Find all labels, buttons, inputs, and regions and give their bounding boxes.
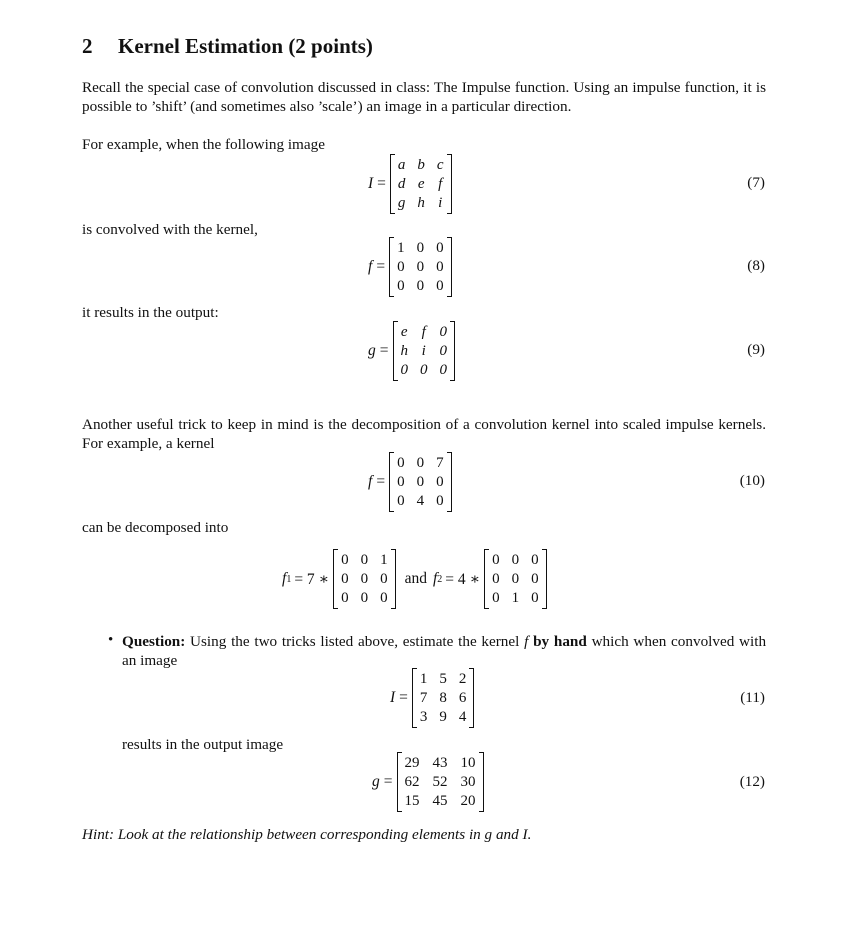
and-word: and [404, 570, 427, 587]
matrix-cell: f [421, 324, 426, 340]
equation-number-10: (10) [739, 472, 765, 489]
matrix-cell: 0 [436, 278, 444, 294]
matrix-cell: 1 [380, 552, 388, 568]
matrix-cell: 0 [416, 278, 425, 294]
matrix-cell: 0 [439, 362, 447, 378]
matrix-cell: 0 [492, 571, 500, 587]
matrix-cell: 4 [416, 493, 425, 509]
matrix-cell: 5 [439, 671, 447, 687]
matrix-f2 [484, 549, 547, 609]
matrix-cell: 30 [460, 774, 476, 790]
equation-number-12: (12) [739, 773, 765, 790]
matrix-cell: 0 [341, 552, 349, 568]
matrix-cell: d [397, 176, 406, 192]
matrix-cell: 0 [380, 590, 388, 606]
results-paragraph: it results in the output: [82, 304, 219, 321]
matrix-cell: 0 [400, 362, 408, 378]
equation-number-7: (7) [747, 174, 765, 191]
matrix-cell: 9 [439, 709, 447, 725]
f1-scale: = 7 ∗ [294, 570, 330, 588]
matrix-cell: 0 [531, 571, 539, 587]
equation-9: g = e f 0 h i 0 0 0 0 [368, 321, 455, 381]
matrix-cell: 29 [404, 755, 420, 771]
equation-11: I = 1 5 2 7 8 6 3 9 4 [390, 668, 474, 728]
matrix-cell: 0 [416, 455, 425, 471]
matrix-cell: 0 [531, 590, 539, 606]
matrix-cell: e [400, 324, 408, 340]
matrix-cell: 1 [419, 671, 428, 687]
matrix-cell: b [417, 157, 425, 173]
matrix-cell: 15 [404, 793, 420, 809]
matrix-cell: 0 [397, 259, 405, 275]
question-text [122, 632, 766, 670]
matrix-cell: 0 [360, 590, 369, 606]
matrix-cell: 0 [416, 474, 425, 490]
matrix-cell: 2 [458, 671, 467, 687]
section-heading [82, 34, 373, 59]
equation-7: I = a b c d e f g h i [368, 154, 452, 214]
eq7-lhs: I [368, 175, 374, 192]
matrix-cell: i [421, 343, 426, 359]
matrix-cell: f [438, 176, 443, 192]
matrix-cell: g [397, 195, 406, 211]
question-text-2: which when convolved with an image [122, 633, 767, 669]
eq9-lhs: g [368, 342, 376, 359]
f2-scale: = 4 ∗ [445, 570, 481, 588]
matrix-g-symbolic [393, 321, 456, 381]
matrix-cell: 1 [397, 240, 405, 256]
matrix-cell: 6 [458, 690, 467, 706]
matrix-cell: 62 [404, 774, 420, 790]
equation-12: g = 29 43 10 62 52 30 15 45 20 [372, 752, 484, 812]
matrix-cell: 0 [341, 590, 349, 606]
matrix-f1 [333, 549, 396, 609]
matrix-cell: c [436, 157, 444, 173]
matrix-I-numeric [412, 668, 475, 728]
section-number: 2 [82, 34, 93, 58]
matrix-cell: 45 [432, 793, 448, 809]
matrix-cell: 0 [397, 278, 405, 294]
matrix-cell: 0 [511, 552, 520, 568]
matrix-cell: 0 [436, 240, 444, 256]
matrix-cell: 0 [416, 240, 425, 256]
matrix-cell: 0 [380, 571, 388, 587]
question-label: Question: [122, 633, 186, 650]
matrix-cell: 20 [460, 793, 476, 809]
matrix-cell: 7 [436, 455, 444, 471]
matrix-cell: 7 [419, 690, 428, 706]
matrix-cell: 0 [531, 552, 539, 568]
matrix-cell: 0 [341, 571, 349, 587]
matrix-cell: 43 [432, 755, 448, 771]
matrix-cell: 0 [439, 324, 447, 340]
hint-text: Hint: Look at the relationship between corresponding elements in g and I. [82, 826, 532, 843]
equation-number-11: (11) [740, 689, 765, 706]
matrix-cell: 0 [436, 259, 444, 275]
matrix-g-numeric [397, 752, 484, 812]
matrix-cell: 0 [360, 571, 369, 587]
equation-10: f = 0 0 7 0 0 0 0 4 0 [368, 452, 452, 512]
question-var: f [524, 633, 529, 650]
decomposition-equation [282, 549, 547, 609]
matrix-cell: h [417, 195, 425, 211]
matrix-cell: 0 [420, 362, 428, 378]
intro-paragraph: Recall the special case of convolution discussed in class: The Impulse function. Using an impulse function, it is possible to ’shift’ (and sometimes also ’scale’) an image in a particular direction. [82, 79, 766, 115]
matrix-cell: 0 [397, 493, 405, 509]
f1-name: f [282, 570, 287, 587]
output-image-paragraph: results in the output image [122, 736, 284, 753]
matrix-cell: e [417, 176, 425, 192]
question-by-hand: by hand [533, 633, 587, 650]
matrix-cell: 10 [460, 755, 476, 771]
decomposed-paragraph: can be decomposed into [82, 519, 229, 536]
f2-subscript: 2 [437, 573, 443, 585]
matrix-cell: 1 [511, 590, 520, 606]
trick-paragraph: Another useful trick to keep in mind is the decomposition of a convolution kernel into scaled impulse kernels. For example, a kernel [82, 416, 766, 452]
matrix-f-example [389, 452, 452, 512]
matrix-cell: 4 [458, 709, 467, 725]
example-paragraph: For example, when the following image [82, 136, 325, 153]
matrix-cell: 0 [397, 455, 405, 471]
matrix-cell: 0 [492, 552, 500, 568]
matrix-cell: 3 [419, 709, 428, 725]
matrix-cell: 0 [397, 474, 405, 490]
matrix-cell: a [397, 157, 406, 173]
matrix-cell: 0 [436, 474, 444, 490]
equation-number-8: (8) [747, 257, 765, 274]
question-text-1: Using the two tricks listed above, estimate the kernel [190, 633, 520, 650]
eq11-lhs: I [390, 689, 396, 706]
matrix-cell: 0 [511, 571, 520, 587]
matrix-I-symbolic [390, 154, 452, 214]
matrix-cell: 0 [360, 552, 369, 568]
f2-name: f [432, 570, 438, 587]
f1-subscript: 1 [286, 573, 292, 585]
matrix-cell: i [438, 195, 443, 211]
equation-8: f = 1 0 0 0 0 0 0 0 0 [368, 237, 452, 297]
matrix-cell: 0 [416, 259, 425, 275]
section-title: Kernel Estimation (2 points) [118, 34, 373, 58]
matrix-cell: h [400, 343, 408, 359]
equation-number-9: (9) [747, 341, 765, 358]
eq12-lhs: g [372, 773, 380, 790]
matrix-cell: 8 [439, 690, 447, 706]
matrix-f-impulse [389, 237, 452, 297]
matrix-cell: 52 [432, 774, 448, 790]
matrix-cell: 0 [492, 590, 500, 606]
eq8-lhs: f [368, 258, 373, 275]
eq10-lhs: f [368, 473, 373, 490]
matrix-cell: 0 [436, 493, 444, 509]
question-bullet: • [108, 632, 114, 648]
convolved-paragraph: is convolved with the kernel, [82, 221, 258, 238]
matrix-cell: 0 [439, 343, 447, 359]
